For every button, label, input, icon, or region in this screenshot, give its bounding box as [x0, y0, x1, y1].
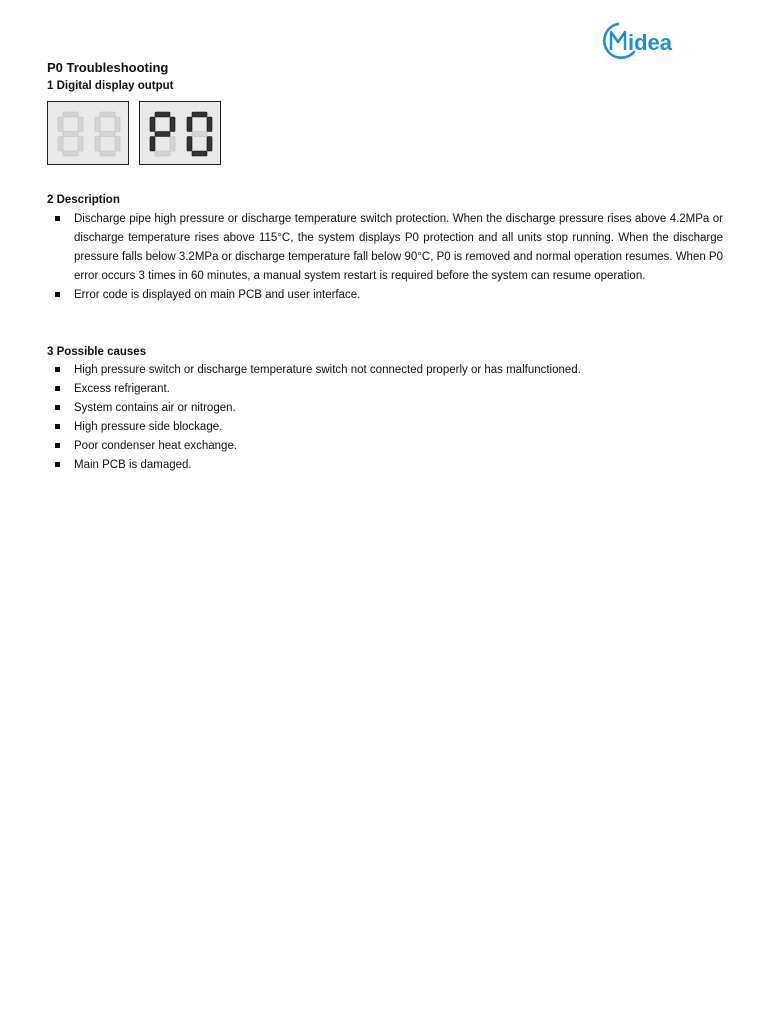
segment-c	[115, 137, 120, 152]
segment-g	[155, 132, 170, 137]
error-display	[139, 101, 221, 165]
list-item: Poor condenser heat exchange.	[47, 437, 723, 456]
segment-f	[95, 117, 100, 132]
list-item: Error code is displayed on main PCB and user interface.	[47, 286, 723, 305]
list-item: Discharge pipe high pressure or discharge temperature switch protection. When the discharge pressure rises above 4.2MPa or discharge temperature rises above 115°C, the system displays P0 protection and all units stop running. When the discharge pressure falls below 3.2MPa or discharge temperature fall below 90°C, P0 is removed and normal operation resumes. When P0 error occurs 3 times in 60 minutes, a manual system restart is required before the system can resume operation.	[47, 210, 723, 286]
blank-display	[47, 101, 129, 165]
list-item: Main PCB is damaged.	[47, 456, 723, 475]
segment-e	[150, 137, 155, 152]
segment-f	[58, 117, 63, 132]
segment-c	[170, 137, 175, 152]
segment-f	[150, 117, 155, 132]
segment-g	[63, 132, 78, 137]
midea-logo	[598, 20, 704, 60]
causes-heading: 3 Possible causes	[47, 346, 147, 358]
causes-list-wrapper	[47, 361, 723, 474]
description-list	[47, 210, 723, 305]
segment-g	[100, 132, 115, 137]
page-title: P0 Troubleshooting	[47, 60, 169, 75]
segment-b	[115, 117, 120, 132]
svg-text:idea: idea	[628, 30, 673, 55]
segment-c	[78, 137, 83, 152]
segment-g	[192, 132, 207, 137]
segment-d	[100, 151, 115, 156]
list-item: High pressure switch or discharge temperature switch not connected properly or has malfunctioned.	[47, 361, 723, 380]
segment-a	[155, 112, 170, 117]
description-list-wrapper	[47, 210, 723, 305]
segment-b	[207, 117, 212, 132]
segment-a	[100, 112, 115, 117]
causes-list	[47, 361, 723, 474]
segment-d	[192, 151, 207, 156]
list-item: System contains air or nitrogen.	[47, 399, 723, 418]
description-heading: 2 Description	[47, 194, 120, 206]
segment-a	[63, 112, 78, 117]
segment-b	[170, 117, 175, 132]
segment-c	[207, 137, 212, 152]
segment-e	[95, 137, 100, 152]
segment-d	[155, 151, 170, 156]
segment-f	[187, 117, 192, 132]
segment-a	[192, 112, 207, 117]
display-heading: 1 Digital display output	[47, 80, 174, 92]
list-item: High pressure side blockage.	[47, 418, 723, 437]
midea-logo-icon	[598, 20, 704, 60]
segment-e	[58, 137, 63, 152]
segment-d	[63, 151, 78, 156]
segment-e	[187, 137, 192, 152]
list-item: Excess refrigerant.	[47, 380, 723, 399]
segment-b	[78, 117, 83, 132]
